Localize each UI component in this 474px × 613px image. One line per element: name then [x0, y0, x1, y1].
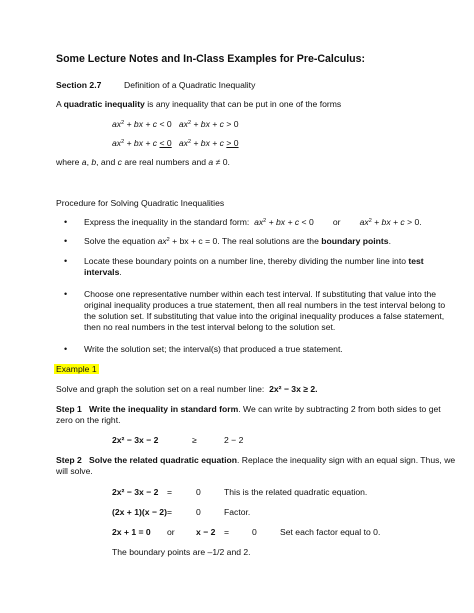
- definition-text: A quadratic inequality is any inequality that can be put in one of the forms: [56, 99, 342, 109]
- procedure-title: Procedure for Solving Quadratic Inequalities: [56, 198, 225, 208]
- forms-row-2: $ax^2$ + bx + c < 0 $ax^2$ + bx + c > 0: [112, 138, 239, 148]
- step-2-row-3-note: Set each factor equal to 0.: [280, 527, 381, 537]
- bullet-3-line-1: Locate these boundary points on a number line, thereby dividing the number line into test: [84, 256, 424, 266]
- bullet-4-line-4: then no real numbers in the test interval belong to the solution set.: [84, 322, 336, 332]
- step-2-row-2-note: Factor.: [224, 507, 251, 517]
- step-2-row-3-lhs: 2x + 1 = 0: [112, 527, 151, 537]
- bullet-2: Solve the equation $ax^2$ + bx + c = 0. The real solutions are the boundary points.: [84, 236, 391, 246]
- section-label: Section 2.7: [56, 80, 102, 90]
- step-2-line-2: will solve.: [56, 466, 93, 476]
- step-2-row-2-eq: =: [167, 507, 173, 517]
- bullet-5: Write the solution set; the interval(s) that produced a true statement.: [84, 344, 343, 354]
- step-2-line-1: Step 2 Solve the related quadratic equation. Replace the inequality sign with an equal sign. Thus, we: [56, 455, 456, 465]
- section-name: Definition of a Quadratic Inequality: [124, 80, 256, 90]
- bullet-marker: •: [64, 217, 68, 227]
- step-1-relation: ≥: [192, 435, 197, 445]
- step-2-row-1-lhs: 2x² − 3x − 2: [112, 487, 159, 497]
- step-1-lhs: 2x² − 3x − 2: [112, 435, 159, 445]
- example-prompt: Solve and graph the solution set on a real number line: 2x² − 3x ≥ 2.: [56, 384, 318, 394]
- bullet-marker: •: [64, 344, 68, 354]
- step-2-row-1-note: This is the related quadratic equation.: [224, 487, 368, 497]
- where-clause: where a, b, and c are real numbers and a ≠ 0.: [56, 157, 230, 167]
- step-2-row-2-rhs: 0: [196, 507, 201, 517]
- step-2-row-3-eq: =: [224, 527, 230, 537]
- step-2-row-2-lhs: (2x + 1)(x − 2): [112, 507, 167, 517]
- bullet-4-line-1: Choose one representative number within each test interval. If substituting that value into the: [84, 289, 437, 299]
- bullet-marker: •: [64, 256, 68, 266]
- definition-term: quadratic inequality: [63, 99, 145, 109]
- bullet-marker: •: [64, 289, 68, 299]
- bullet-4-line-2: original inequality produces a true statement, then all real numbers in the test interval belong to: [84, 300, 446, 310]
- example-label: Example 1: [56, 364, 97, 374]
- step-2-row-3-or: or: [167, 527, 175, 537]
- bullet-1: Express the inequality in the standard form: $ax^2$ + bx + c < 0 or $ax^2$ + bx + c > 0.: [84, 217, 422, 227]
- step-2-row-3-rhs: 0: [252, 527, 257, 537]
- step-2-final: The boundary points are –1/2 and 2.: [112, 547, 251, 557]
- step-1-rhs: 2 − 2: [224, 435, 244, 445]
- bullet-marker: •: [64, 236, 68, 246]
- step-2-row-3-mid: x − 2: [196, 527, 216, 537]
- bullet-4-line-3: the solution set. If substituting that value into the original inequality produces a false statement,: [84, 311, 445, 321]
- step-2-row-1-rhs: 0: [196, 487, 201, 497]
- step-1-line-1: Step 1 Write the inequality in standard form. We can write by subtracting 2 from both sides to get: [56, 404, 441, 414]
- step-2-row-1-eq: =: [167, 487, 173, 497]
- step-1-line-2: zero on the right.: [56, 415, 121, 425]
- bullet-3-line-2: intervals.: [84, 267, 122, 277]
- page-title: Some Lecture Notes and In-Class Examples for Pre-Calculus:: [56, 53, 366, 65]
- forms-row-1: $ax^2$ + bx + c < 0 $ax^2$ + bx + c > 0: [112, 119, 239, 129]
